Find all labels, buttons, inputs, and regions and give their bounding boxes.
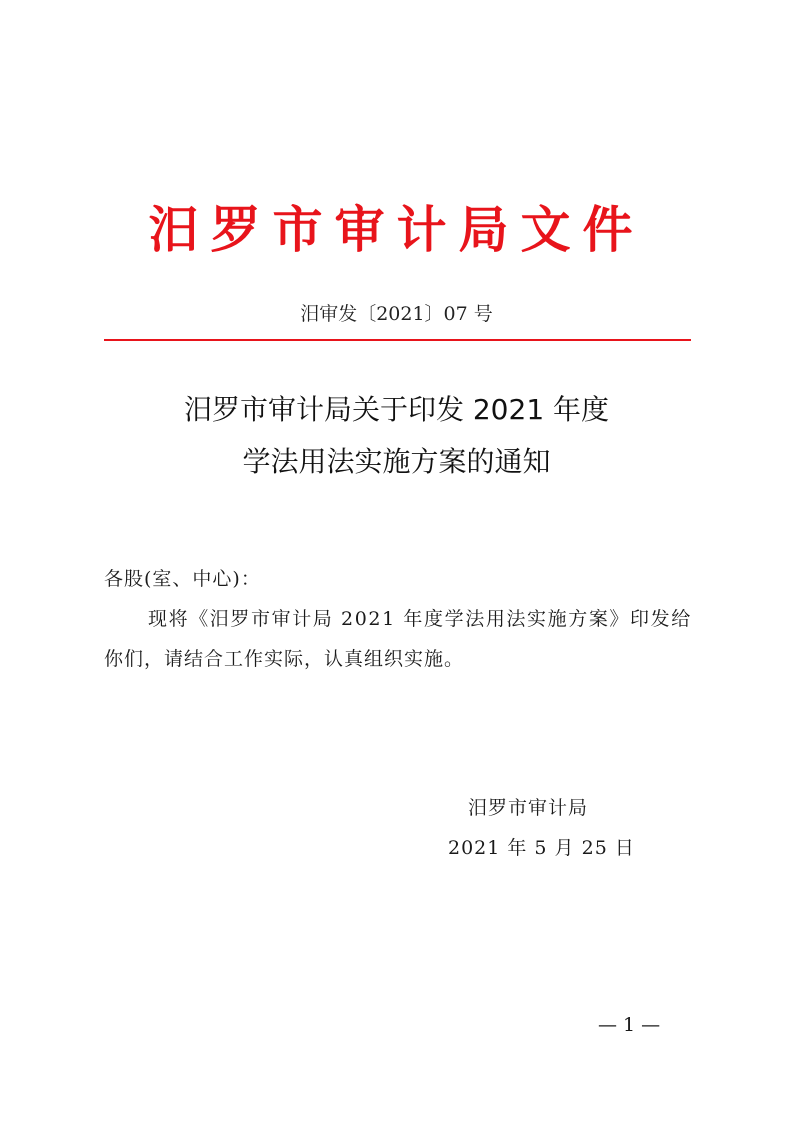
- signature-date: 2021 年 5 月 25 日: [448, 837, 635, 859]
- document-title-line-1: 汨罗市审计局关于印发 2021 年度: [183, 393, 610, 426]
- page-number: — 1 —: [598, 1014, 661, 1036]
- masthead-title: 汨罗市审计局文件: [148, 200, 645, 259]
- document-number: 汨审发〔2021〕07 号: [300, 303, 493, 325]
- addressee: 各股(室、中心)：: [104, 568, 261, 590]
- body-paragraph-line-1: 现将《汨罗市审计局 2021 年度学法用法实施方案》印发给: [148, 608, 692, 630]
- body-paragraph-line-2: 你们，请结合工作实际，认真组织实施。: [104, 648, 465, 670]
- document-title-line-2: 学法用法实施方案的通知: [242, 445, 551, 478]
- signature-issuer: 汨罗市审计局: [468, 797, 589, 819]
- red-divider-line: [104, 339, 691, 341]
